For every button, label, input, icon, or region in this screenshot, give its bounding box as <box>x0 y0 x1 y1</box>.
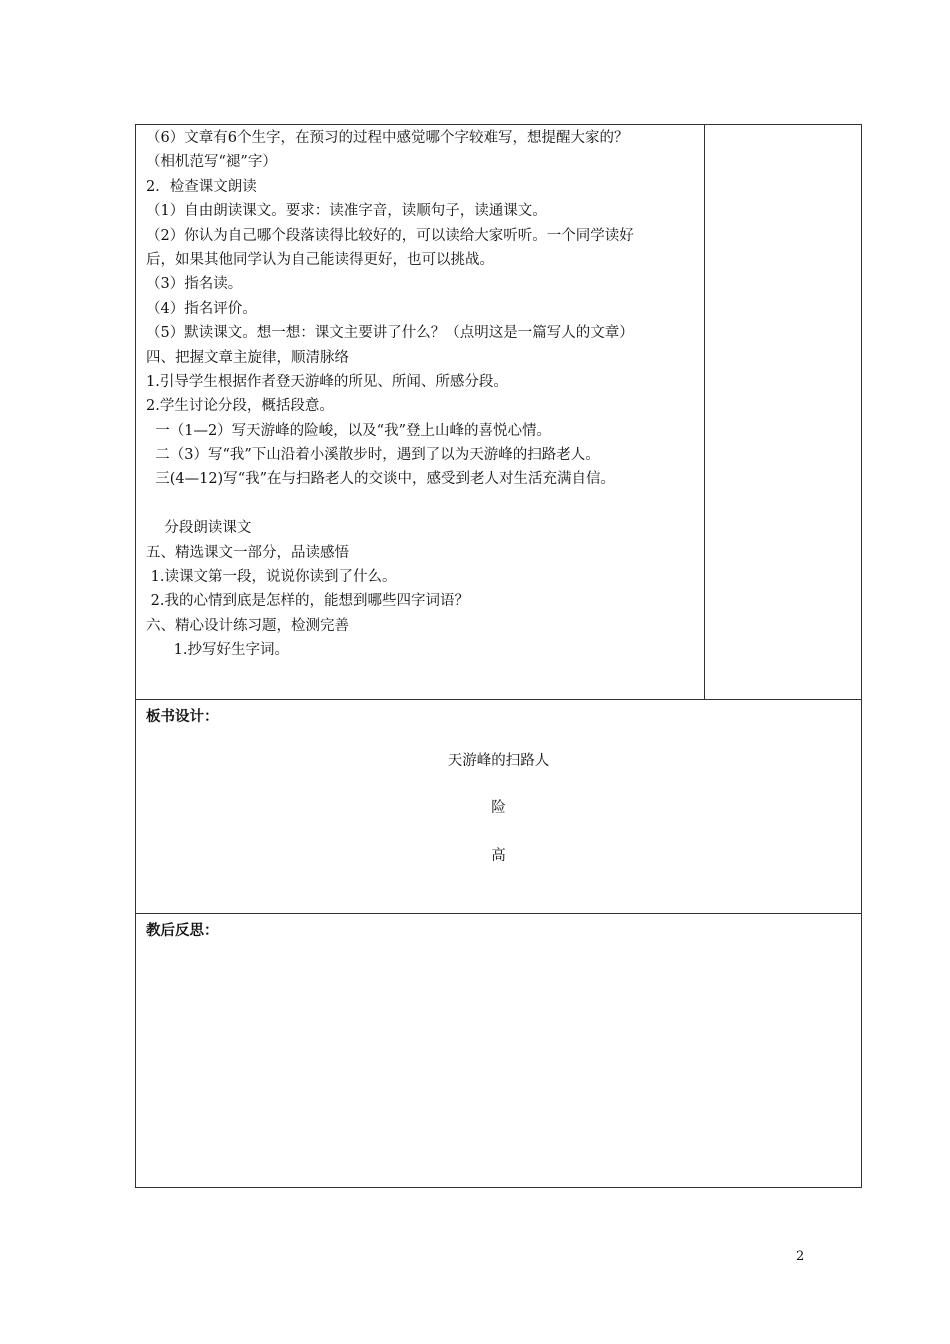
lesson-procedure-cell <box>136 125 705 699</box>
notes-side-cell <box>705 125 861 699</box>
page-number: 2 <box>796 1249 805 1264</box>
lesson-line: 2．检查课文朗读 <box>146 178 257 195</box>
blackboard-design-label: 板书设计： <box>146 709 219 725</box>
lesson-line: 分段朗读课文 <box>146 520 252 537</box>
lesson-line: 2.我的心情到底是怎样的，能想到哪些四字词语？ <box>146 593 469 610</box>
lesson-line: 1.读课文第一段，说说你读到了什么。 <box>146 569 397 586</box>
blackboard-line: 险 <box>491 800 506 816</box>
lesson-line: 后，如果其他同学认为自己能读得更好，也可以挑战。 <box>146 251 494 268</box>
blackboard-design-row <box>136 699 861 914</box>
lesson-line: 1.抄写好生字词。 <box>146 642 289 659</box>
lesson-line: 四、把握文章主旋律，顺清脉络 <box>146 349 349 366</box>
lesson-line: 1.引导学生根据作者登天游峰的所见、所闻、所感分段。 <box>146 373 508 390</box>
lesson-procedure-row <box>136 125 861 700</box>
lesson-line: （4）指名评价。 <box>146 300 257 317</box>
lesson-line: 五、精选课文一部分，品读感悟 <box>146 544 349 561</box>
blackboard-title: 天游峰的扫路人 <box>447 753 550 769</box>
lesson-line: （3）指名读。 <box>146 276 243 293</box>
lesson-line: （6）文章有6个生字，在预习的过程中感觉哪个字较难写，想提醒大家的？ <box>146 130 629 146</box>
lesson-line: 二（3）写“我”下山沿着小溪散步时，遇到了以为天游峰的扫路老人。 <box>146 447 600 464</box>
blackboard-line: 高 <box>491 848 506 864</box>
lesson-line: 2.学生讨论分段，概括段意。 <box>146 398 334 415</box>
lesson-line: （5）默读课文。想一想：课文主要讲了什么？（点明这是一篇写人的文章） <box>146 325 634 342</box>
lesson-line: （1）自由朗读课文。要求：读准字音，读顺句子，读通课文。 <box>146 203 547 220</box>
post-lesson-reflection-row <box>136 913 861 1187</box>
lesson-line: 一（1—2）写天游峰的险峻，以及“我”登上山峰的喜悦心情。 <box>146 422 551 439</box>
lesson-line-blank <box>146 492 704 516</box>
reflection-label: 教后反思： <box>146 923 219 939</box>
lesson-line: 六、精心设计练习题，检测完善 <box>146 617 349 634</box>
lesson-line: （2）你认为自己哪个段落读得比较好的，可以读给大家听听。一个同学读好 <box>146 227 634 244</box>
lesson-line: （相机范写“褪”字） <box>146 154 277 171</box>
lesson-plan-table <box>135 124 862 1188</box>
lesson-line: 三(4—12)写“我”在与扫路老人的交谈中，感受到老人对生活充满自信。 <box>146 471 616 488</box>
